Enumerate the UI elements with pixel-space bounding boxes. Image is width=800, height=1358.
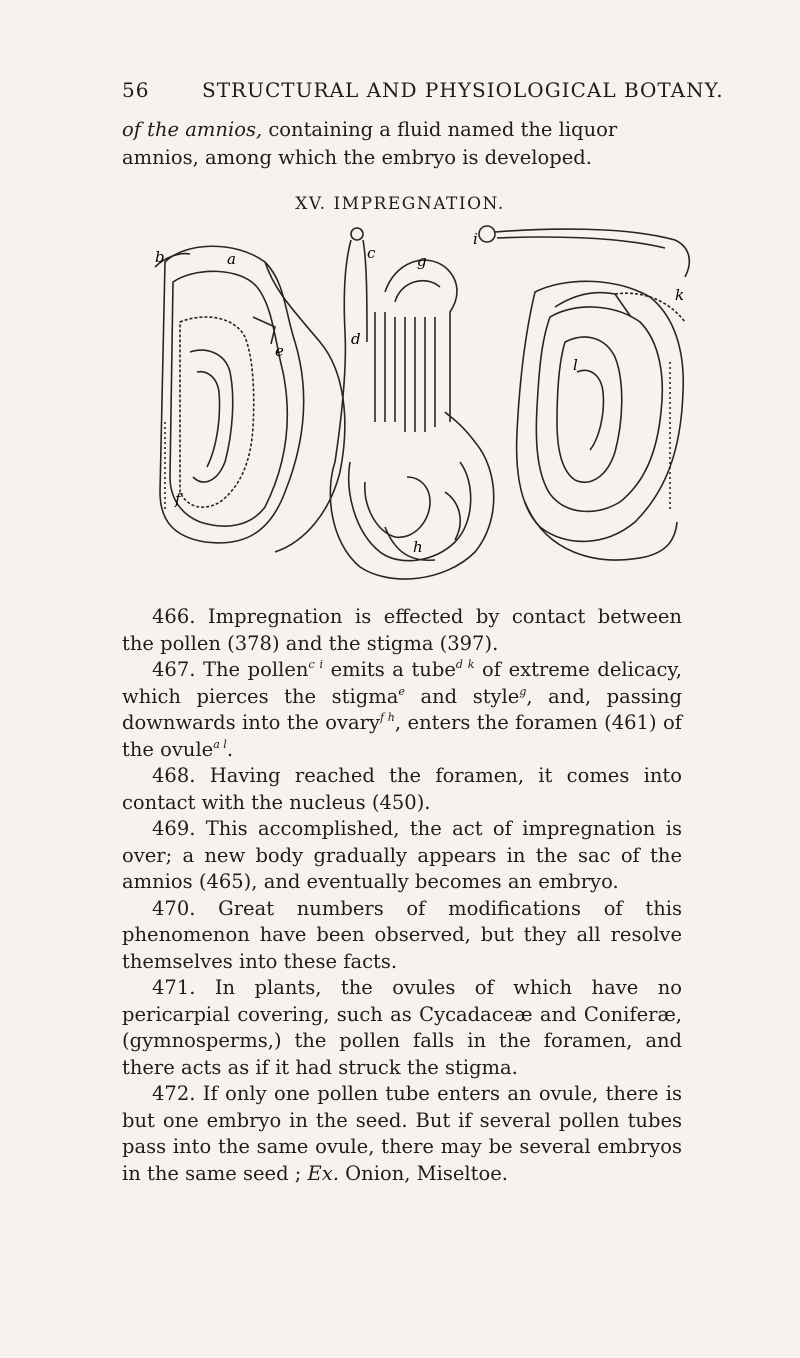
body-text: [122, 604, 682, 1187]
impregnation-figure: [145, 222, 705, 592]
paragraph-472: [122, 1081, 682, 1187]
p467-ref: c i: [308, 658, 324, 671]
p467-ref: d k: [455, 658, 475, 671]
p467-text: of extreme delicacy, which pierces the stigma: [122, 658, 682, 708]
figure-label-d: d: [351, 330, 361, 348]
section-heading: XV. IMPREGNATION.: [295, 194, 505, 214]
p467-text: 467. The pollen: [152, 658, 309, 681]
figure-label-c: c: [367, 244, 376, 262]
figure-label-a: a: [227, 250, 236, 268]
paragraph-467: [122, 657, 682, 763]
figure-label-h: h: [413, 538, 423, 556]
intro-paragraph: [122, 116, 682, 172]
p472-text: Onion, Miseltoe.: [338, 1161, 508, 1185]
p467-ref: f h: [379, 711, 395, 724]
p472-text: 472. If only one pollen tube enters an ovule, there is but one embryo in the seed. But if several pollen tubes pass into the same ovule, there may be several embryos in the same seed ;: [122, 1082, 682, 1185]
figure-label-f: f: [175, 490, 181, 508]
p467-ref: a l: [213, 737, 227, 751]
running-title: STRUCTURAL AND PHYSIOLOGICAL BOTANY.: [202, 78, 724, 102]
intro-text: containing a fluid named the liquor amnios, among which the embryo is developed.: [122, 118, 618, 169]
impregnation-illustration: [145, 222, 705, 592]
paragraph-470: 470. Great numbers of modifications of this phenomenon have been observed, but they all resolve themselves into these facts.: [122, 896, 682, 973]
p467-text: and style: [404, 684, 520, 708]
figure-middle-pistil: [330, 228, 493, 579]
paragraph-466: 466. Impregnation is effected by contact between the pollen (378) and the stigma (397).: [122, 605, 682, 655]
p467-ref: g: [519, 684, 527, 698]
figure-label-k: k: [675, 286, 685, 304]
p472-example-label: Ex.: [307, 1161, 339, 1185]
paragraph-469: 469. This accomplished, the act of impregnation is over; a new body gradually appears in the sac of the amnios (465), and eventually becomes an embryo.: [122, 817, 682, 893]
figure-left-ovule: [155, 246, 345, 552]
figure-label-i: i: [473, 230, 478, 248]
figure-label-e: e: [275, 342, 284, 360]
intro-italic-term: of the amnios,: [122, 118, 263, 141]
p467-text: emits a tube: [323, 658, 456, 681]
paragraph-468: 468. Having reached the foramen, it comes into contact with the nucleus (450).: [122, 764, 682, 814]
p467-ref: e: [398, 684, 405, 698]
p467-text: .: [226, 737, 234, 761]
page-number: 56: [122, 78, 150, 102]
figure-label-b: b: [155, 248, 165, 266]
p467-text: , and, passing downwards into the ovary: [122, 684, 682, 734]
figure-right-ovule: [479, 226, 689, 560]
figure-label-l: l: [573, 356, 578, 374]
figure-label-g: g: [417, 252, 427, 270]
p467-text: , enters the foramen (461) of the ovule: [122, 711, 682, 761]
paragraph-471: 471. In plants, the ovules of which have no pericarpial covering, such as Cycadaceæ and Coniferæ, (gymnosperms,) the pollen falls in the foramen, and there acts as if it had struck the stigma.: [122, 976, 682, 1079]
